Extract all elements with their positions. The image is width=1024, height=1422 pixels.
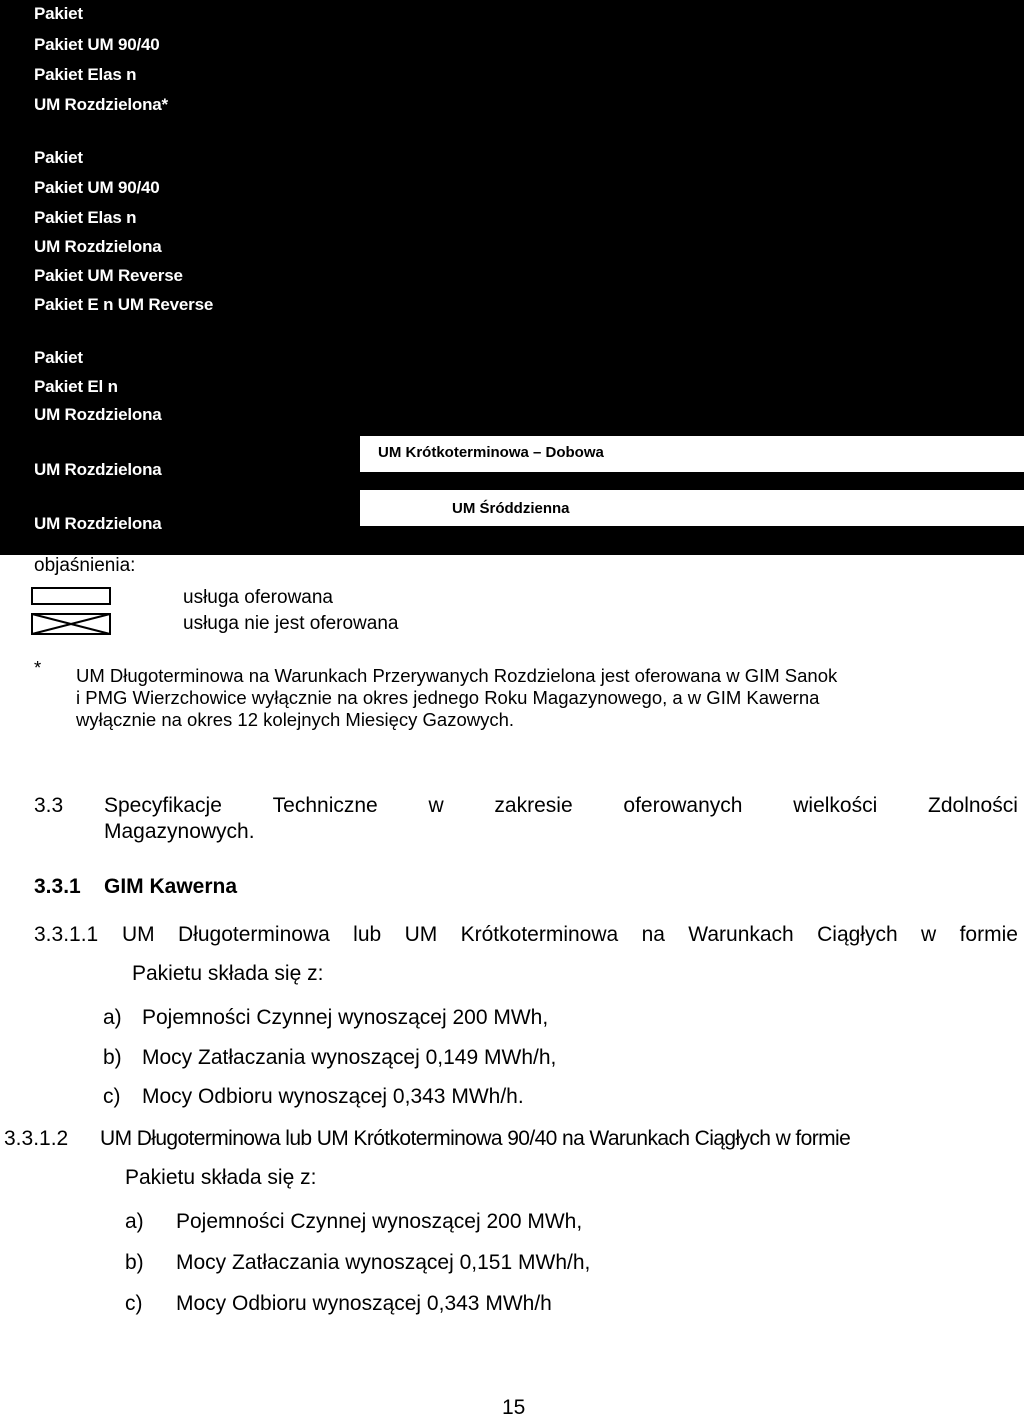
group2-row-0: Pakiet	[34, 148, 83, 167]
group1-row-1: Pakiet UM 90/40	[34, 35, 160, 54]
text-word: formie	[959, 923, 1018, 946]
group2-row-5: Pakiet E n UM Reverse	[34, 295, 214, 314]
group3-row-0: Pakiet	[34, 348, 83, 367]
text-word: w	[921, 923, 937, 946]
title-word: Techniczne	[272, 794, 378, 817]
section-3-3-1-1-number: 3.3.1.1	[34, 923, 99, 946]
text-word: UM	[404, 923, 438, 946]
group2-row-1: Pakiet UM 90/40	[34, 178, 160, 197]
text-word: Długoterminowa	[178, 923, 330, 946]
legend-offered-text: usługa oferowana	[183, 587, 333, 608]
section-3-3-1-2-cont: Pakietu składa się z:	[125, 1166, 317, 1189]
section-3-3-title-cont: Magazynowych.	[104, 820, 255, 843]
group3-row-2: UM Rozdzielona	[34, 405, 162, 424]
list-item: Mocy Zatłaczania wynoszącej 0,149 MWh/h,	[142, 1046, 557, 1069]
title-word: Specyfikacje	[104, 794, 222, 817]
list-marker: a)	[103, 1006, 122, 1029]
legend-not-offered-text: usługa nie jest oferowana	[183, 613, 399, 634]
section-3-3-1-2-number: 3.3.1.2	[4, 1127, 69, 1150]
section-3-3-1-1-cont: Pakietu składa się z:	[132, 962, 324, 985]
title-word: w	[428, 794, 444, 817]
footnote-mark: *	[34, 657, 42, 678]
text-word: Krótkoterminowa	[460, 923, 619, 946]
section-3-3-number: 3.3	[34, 794, 64, 817]
group2-row-3: UM Rozdzielona	[34, 237, 162, 256]
section-3-3-title	[104, 794, 1018, 818]
legend-offered-swatch	[31, 587, 111, 605]
list-item: Pojemności Czynnej wynoszącej 200 MWh,	[142, 1006, 549, 1029]
list-item: Mocy Odbioru wynoszącej 0,343 MWh/h.	[142, 1085, 524, 1108]
text-word: UM	[122, 923, 155, 946]
group3-row-1: Pakiet El n	[34, 377, 118, 396]
list-marker: c)	[125, 1292, 143, 1315]
intraday-row-label: UM Rozdzielona	[34, 514, 162, 533]
page-number: 15	[502, 1396, 526, 1419]
footnote-line-2: i PMG Wierzchowice wyłącznie na okres jednego Roku Magazynowego, a w GIM Kawerna	[76, 687, 820, 708]
section-3-3-1-title: GIM Kawerna	[104, 875, 238, 898]
list-item: Mocy Zatłaczania wynoszącej 0,151 MWh/h,	[176, 1251, 591, 1274]
daily-service-label: UM Krótkoterminowa – Dobowa	[378, 444, 604, 461]
list-marker: b)	[125, 1251, 144, 1274]
list-marker: c)	[103, 1085, 121, 1108]
title-word: Zdolności	[928, 794, 1018, 817]
title-word: wielkości	[793, 794, 878, 817]
title-word: zakresie	[494, 794, 573, 817]
footnote-line-1: UM Długoterminowa na Warunkach Przerywanych Rozdzielona jest oferowana w GIM Sanok	[76, 665, 838, 686]
text-word: na	[641, 923, 665, 946]
list-marker: b)	[103, 1046, 122, 1069]
section-3-3-1-1-text	[122, 923, 1018, 947]
footnote-line-3: wyłącznie na okres 12 kolejnych Miesięcy Gazowych.	[76, 709, 515, 730]
section-3-3-1-number: 3.3.1	[34, 875, 81, 898]
group1-row-0: Pakiet	[34, 4, 83, 23]
list-item: Pojemności Czynnej wynoszącej 200 MWh,	[176, 1210, 583, 1233]
legend-not-offered-swatch	[31, 613, 111, 635]
daily-row-label: UM Rozdzielona	[34, 460, 162, 479]
text-word: Ciągłych	[817, 923, 898, 946]
list-item: Mocy Odbioru wynoszącej 0,343 MWh/h	[176, 1292, 552, 1315]
text-word: lub	[353, 923, 382, 946]
group2-row-4: Pakiet UM Reverse	[34, 266, 183, 285]
text-word: Warunkach	[688, 923, 794, 946]
legend-title: objaśnienia:	[34, 555, 136, 576]
title-word: oferowanych	[623, 794, 743, 817]
group2-row-2: Pakiet Elas n	[34, 208, 137, 227]
list-marker: a)	[125, 1210, 144, 1233]
group1-row-2: Pakiet Elas n	[34, 65, 137, 84]
section-3-3-1-2-text: UM Długoterminowa lub UM Krótkoterminowa 90/40 na Warunkach Ciągłych w formie	[100, 1127, 851, 1150]
intraday-service-label: UM Śróddzienna	[452, 500, 570, 517]
group1-row-3: UM Rozdzielona*	[34, 95, 168, 114]
